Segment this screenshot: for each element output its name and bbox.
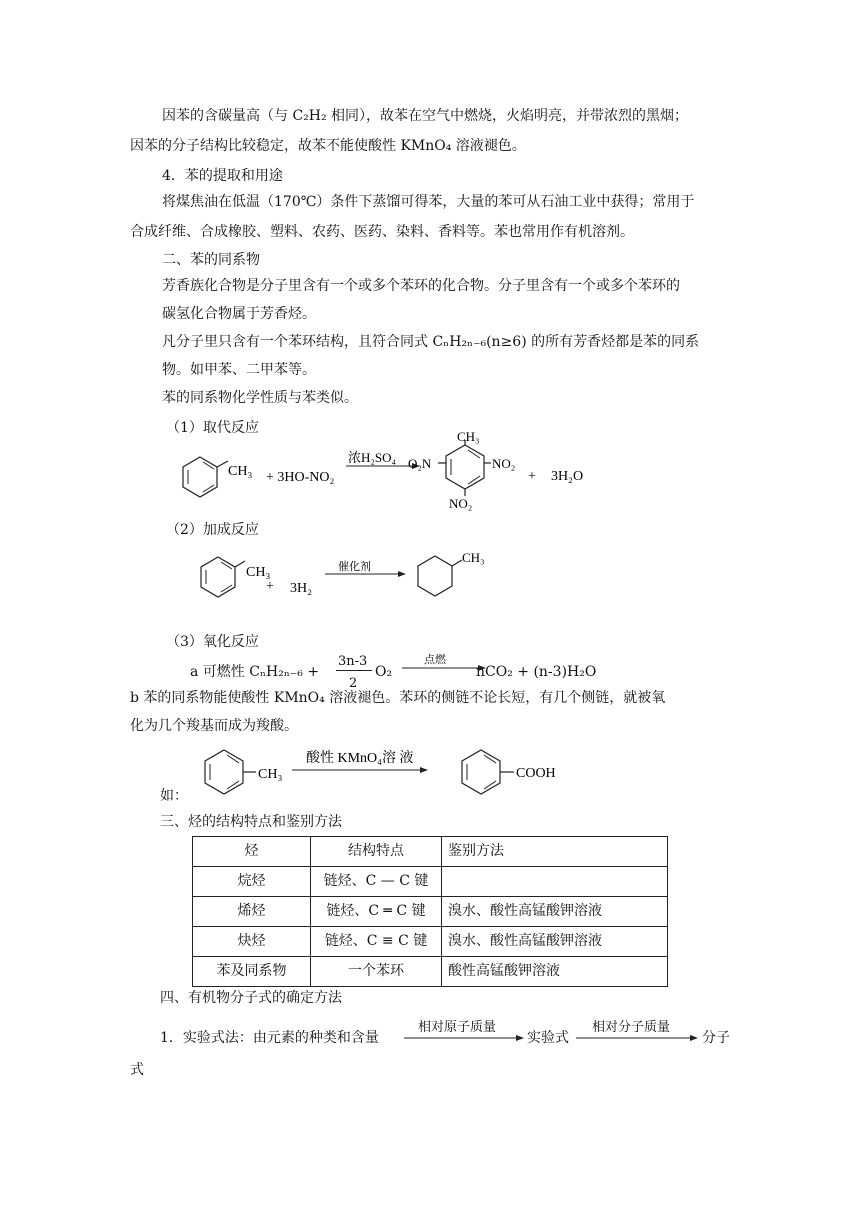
- nitro-group: NO₂: [449, 496, 473, 511]
- table-row: [193, 927, 668, 957]
- para-line: 物。如甲苯、二甲苯等。: [162, 362, 316, 378]
- para-line: 合成纤维、合成橡胶、塑料、农药、医药、染料、香料等。苯也常用作有机溶剂。: [130, 224, 634, 240]
- double-bond: [484, 755, 496, 763]
- method-text: 实验式: [527, 1030, 569, 1046]
- method-arrow: [576, 1034, 698, 1042]
- arrow-head: [420, 767, 428, 773]
- example-prefix: 如：: [160, 788, 188, 804]
- double-bond: [221, 562, 232, 569]
- section-heading: 二、苯的同系物: [162, 252, 260, 268]
- bond: [235, 561, 245, 567]
- benzene-ring: [462, 750, 500, 794]
- condition: 浓H₂SO₄: [348, 450, 397, 465]
- double-bond: [203, 462, 214, 469]
- table-cell: 链烃、C ═ C 键: [311, 897, 442, 927]
- section-heading: 四、有机物分子式的确定方法: [160, 990, 342, 1006]
- table-cell: 酸性高锰酸钾溶液: [442, 957, 668, 987]
- oxygen: O₂: [375, 664, 393, 680]
- table-cell: 烯烃: [193, 897, 311, 927]
- table-row: [193, 897, 668, 927]
- table-cell: [442, 867, 668, 897]
- reaction-label: （1）取代反应: [166, 420, 259, 436]
- double-bond: [227, 781, 239, 789]
- arrow-head: [398, 571, 406, 577]
- para-line: 凡分子里只含有一个苯环结构，且符合同式 CₙH₂ₙ₋₆(n≥6) 的所有芳香烃都是苯的同系: [162, 334, 700, 350]
- products: nCO₂ + (n-3)H₂O: [476, 664, 597, 680]
- reaction-label: （3）氧化反应: [166, 634, 259, 650]
- table-cell: 苯及同系物: [193, 957, 311, 987]
- method-text: 分子: [702, 1030, 730, 1046]
- table-header-row: [193, 837, 668, 867]
- para-line: 苯的同系物化学性质与苯类似。: [162, 390, 358, 406]
- oxidation-reaction-diagram: [196, 744, 576, 802]
- double-bond: [468, 476, 480, 484]
- hydrocarbon-table: [192, 836, 668, 987]
- table-header-cell: 鉴别方法: [442, 837, 668, 867]
- table-cell: 溴水、酸性高锰酸钾溶液: [442, 897, 668, 927]
- benzene-ring: [205, 750, 243, 794]
- plus-sign: +: [528, 469, 536, 484]
- fraction-bar: [336, 670, 372, 671]
- para-line: 因苯的含碳量高（与 C₂H₂ 相同），故苯在空气中燃烧，火焰明亮，并带浓烈的黑烟；: [162, 108, 689, 124]
- table-cell: 炔烃: [193, 927, 311, 957]
- section-heading: 4．苯的提取和用途: [162, 168, 283, 184]
- plus-sign: +: [266, 579, 274, 594]
- methyl-group: CH₃: [258, 767, 283, 782]
- section-heading: 三、烃的结构特点和鉴别方法: [160, 814, 342, 830]
- para-line: b 苯的同系物能使酸性 KMnO₄ 溶液褪色。苯环的侧链不论长短，有几个侧链，就被氧: [130, 690, 666, 706]
- table-header-cell: 结构特点: [311, 837, 442, 867]
- double-bond: [221, 585, 232, 592]
- methyl-group: CH₃: [462, 550, 485, 565]
- double-bond: [468, 450, 480, 458]
- table-cell: 链烃、C — C 键: [311, 867, 442, 897]
- methyl-group: CH₃: [457, 429, 480, 444]
- combustion-formula: a 可燃性 CₙH₂ₙ₋₆ +: [190, 664, 320, 680]
- method-text: 1．实验式法：由元素的种类和含量: [160, 1030, 379, 1046]
- para-line: 化为几个羧基而成为羧酸。: [130, 718, 298, 734]
- condition: 点燃: [424, 653, 446, 666]
- reaction-label: （2）加成反应: [166, 522, 259, 538]
- table-row: [193, 957, 668, 987]
- para-line: 碳氢化合物属于芳香烃。: [162, 306, 316, 322]
- method-arrow: [404, 1034, 524, 1042]
- fraction-denominator: 2: [349, 676, 358, 691]
- substitution-reaction-diagram: [170, 428, 620, 514]
- method-text: 式: [130, 1062, 144, 1078]
- table-header-cell: 烃: [193, 837, 311, 867]
- reaction-arrow: [402, 664, 486, 672]
- arrow-label: 相对原子质量: [418, 1020, 497, 1035]
- table-row: [193, 867, 668, 897]
- arrow-label: 相对分子质量: [592, 1020, 671, 1035]
- bond: [217, 461, 228, 467]
- product: 3H₂O: [551, 469, 584, 484]
- table-cell: 溴水、酸性高锰酸钾溶液: [442, 927, 668, 957]
- condition: 酸性 KMnO₄溶 液: [306, 751, 414, 766]
- para-line: 因苯的分子结构比较稳定，故苯不能使酸性 KMnO₄ 溶液褪色。: [130, 138, 526, 154]
- cyclohexane-ring: [418, 556, 452, 596]
- double-bond: [203, 485, 214, 492]
- methyl-group: CH₃: [228, 464, 253, 479]
- table-cell: 链烃、C ≡ C 键: [311, 927, 442, 957]
- reagent: 3H₂: [290, 581, 312, 596]
- bond: [452, 560, 462, 566]
- nitro-group: NO₂: [492, 456, 516, 471]
- fraction-numerator: 3n-3: [338, 654, 368, 669]
- double-bond: [484, 781, 496, 789]
- reagent: + 3HO-NO₂: [266, 470, 335, 485]
- carboxyl-group: COOH: [516, 766, 556, 781]
- benzene-ring: [446, 445, 484, 489]
- nitro-group: O₂N: [408, 456, 432, 471]
- addition-reaction-diagram: [190, 548, 510, 608]
- condition: 催化剂: [338, 561, 371, 573]
- table-cell: 烷烃: [193, 867, 311, 897]
- double-bond: [227, 755, 239, 763]
- para-line: 将煤焦油在低温（170℃）条件下蒸馏可得苯，大量的苯可从石油工业中获得；常用于: [162, 194, 695, 210]
- para-line: 芳香族化合物是分子里含有一个或多个苯环的化合物。分子里含有一个或多个苯环的: [162, 278, 680, 294]
- table-cell: 一个苯环: [311, 957, 442, 987]
- methyl-group: CH₃: [246, 565, 271, 580]
